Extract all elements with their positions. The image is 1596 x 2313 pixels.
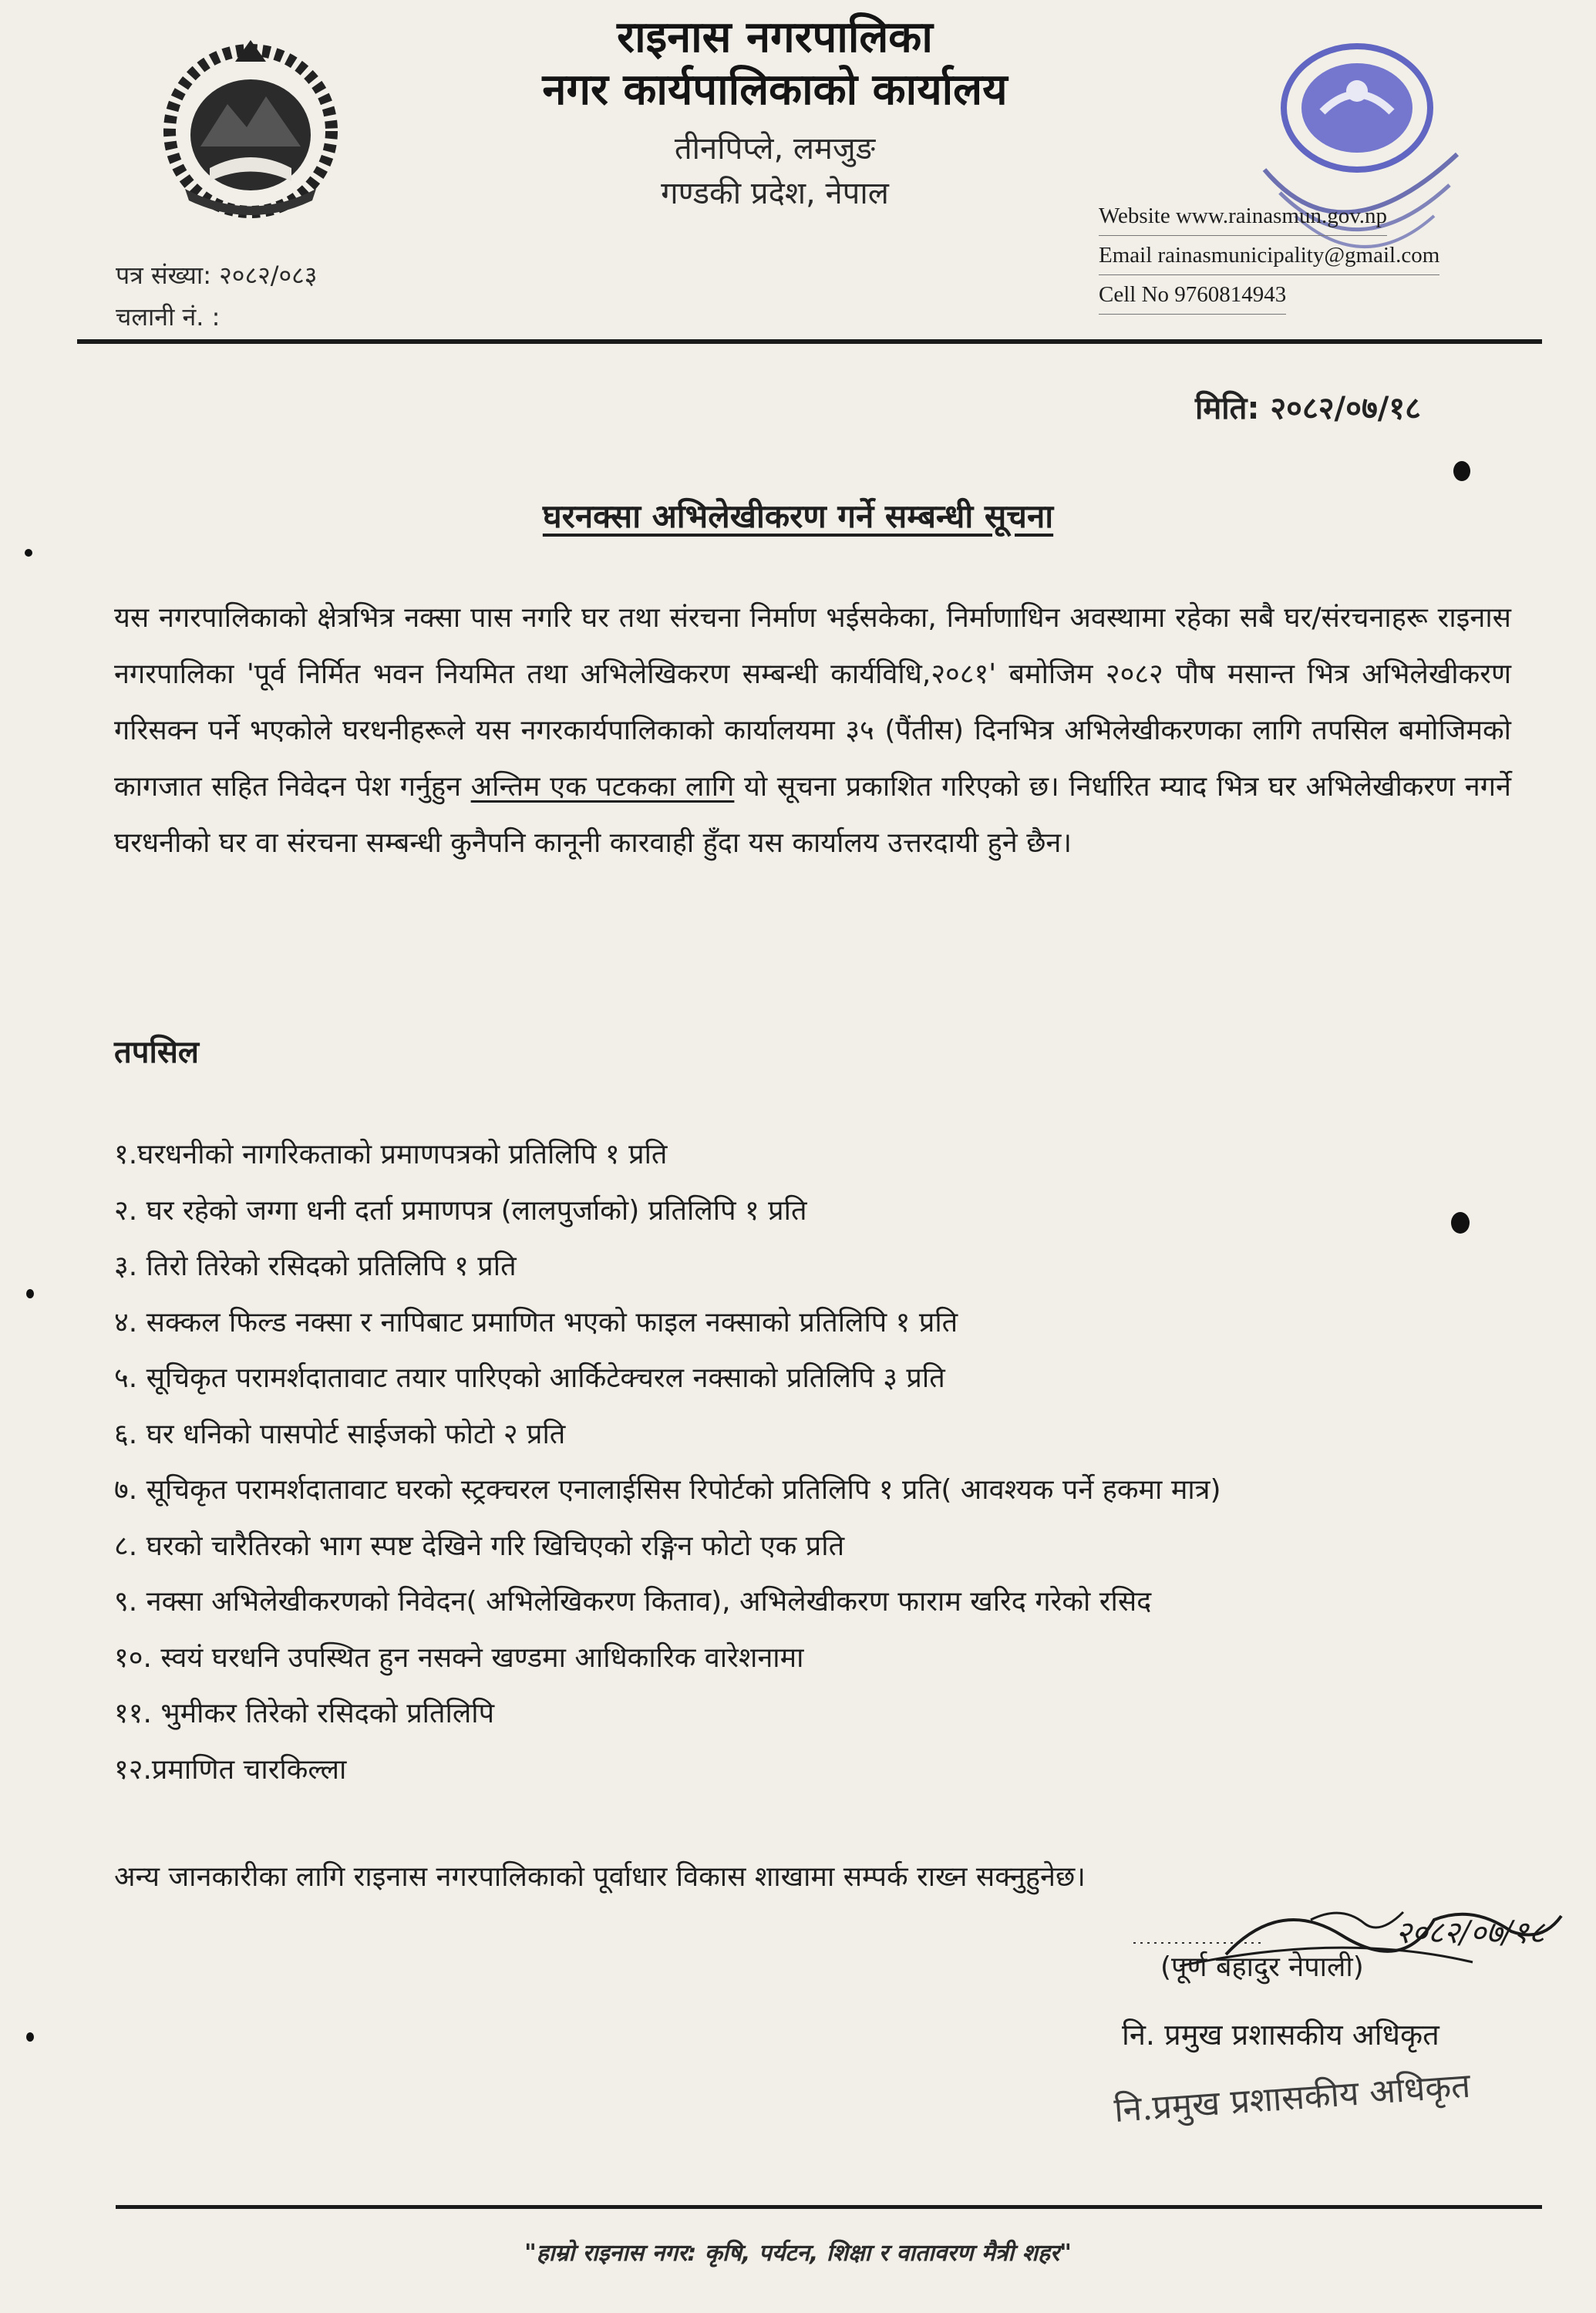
website-text: Website www.rainasmun.gov.np [1099,197,1387,236]
reference-block [116,254,317,338]
cell-number-text: Cell No 9760814943 [1099,275,1286,315]
notice-date: मिति: २०८२/०७/१८ [1195,391,1421,426]
contact-note: अन्य जानकारीका लागि राइनास नगरपालिकाको पूर्वाधार विकास शाखामा सम्पर्क राख्न सक्नुहुनेछ। [114,1861,1086,1893]
list-item: ११. भुमीकर तिरेको रसिदको प्रतिलिपि [114,1698,495,1729]
list-item: २. घर रहेको जग्गा धनी दर्ता प्रमाणपत्र (लालपुर्जाको) प्रतिलिपि १ प्रति [114,1194,807,1227]
signatory-designation: नि. प्रमुख प्रशासकीय अधिकृत [1122,2018,1439,2052]
contact-details [1099,197,1439,315]
scan-speck [1453,461,1470,481]
notice-title: घरनक्सा अभिलेखीकरण गर्ने सम्बन्धी सूचना [542,497,1054,535]
municipality-name: राइनास नगरपालिका [617,12,933,62]
scan-speck [26,1289,34,1298]
list-item: ५. सूचिकृत परामर्शदातावाट तयार पारिएको आर्किटेक्चरल नक्साको प्रतिलिपि ३ प्रति [114,1362,945,1394]
header-divider [77,339,1542,344]
office-name: नगर कार्यपालिकाको कार्यालय [542,64,1008,115]
email-text: Email rainasmunicipality@gmail.com [1099,236,1439,275]
list-item: ८. घरको चारैतिरको भाग स्पष्ट देखिने गरि खिचिएको रङ्गिन फोटो एक प्रति [114,1530,845,1562]
notice-body-text: यस नगरपालिकाको क्षेत्रभित्र नक्सा पास नगरि घर तथा संरचना निर्माण भईसकेका, निर्माणाधिन अवस्थामा रहेका सबै घर/संरचनाहरू राइनास नगरपालिका 'पूर्व निर्मित भवन नियमित तथा अभिलेखिकरण सम्बन्धी कार्यविधि,२०८१' बमोजिम २०८२ पौष मसान्त भित्र अभिलेखीकरण गरिसक्न पर्ने भएकोले घरधनीहरूले यस नगरकार्यपालिकाको कार्यालयमा ३५ (पैंतीस) दिनभित्र अभिलेखीकरणका लागि तपसिल बमोजिमको कागजात सहित निवेदन पेश गर्नुहुन [114,602,1511,803]
document-list [114,1127,1517,1798]
scan-speck [1451,1212,1470,1234]
nepal-emblem-logo [139,31,362,224]
letterhead-block [370,11,1180,216]
list-item: १०. स्वयं घरधनि उपस्थित हुन नसक्ने खण्डमा आधिकारिक वारेशनामा [114,1641,804,1674]
footer-motto: "हाम्रो राइनास नगर: कृषि, पर्यटन, शिक्षा र वातावरण मैत्री शहर" [524,2240,1072,2267]
notice-body-text-end: यो सूचना प्रकाशित गरिएको छ। निर्धारित म्याद भित्र घर अभिलेखीकरण नगर्ने घरधनीको घर वा संरचना सम्बन्धी कुनैपनि कानूनी कारवाही हुँदा यस कार्यालय उत्तरदायी हुने छैन। [114,771,1511,859]
office-province: गण्डकी प्रदेश, नेपाल [661,176,889,211]
footer-divider [116,2205,1542,2209]
signature-date: २०८२/०७/१८ [1396,1915,1545,1951]
signatory-name: (पूर्ण बहादुर नेपाली) [1160,1951,1364,1983]
list-item: १२.प्रमाणित चारकिल्ला [114,1753,347,1786]
list-item: ६. घर धनिको पासपोर्ट साईजको फोटो २ प्रति [114,1418,566,1450]
list-item: ९. नक्सा अभिलेखीकरणको निवेदन( अभिलेखिकरण किताव), अभिलेखीकरण फाराम खरिद गरेको रसिद [114,1586,1152,1618]
list-item: ७. सूचिकृत परामर्शदातावाट घरको स्ट्रक्चरल एनालाईसिस रिपोर्टको प्रतिलिपि १ प्रति( आवश्यक पर्ने हकमा मात्र) [114,1474,1221,1506]
notice-body [114,590,1511,871]
office-location: तीनपिप्ले, लमजुङ [674,131,876,167]
scan-speck [26,2032,34,2042]
list-item: ३. तिरो तिरेको रसिदको प्रतिलिपि १ प्रति [114,1251,517,1282]
list-item: १.घरधनीको नागरिकताको प्रमाणपत्रको प्रतिलिपि १ प्रति [114,1139,668,1170]
designation-stamp: नि.प्रमुख प्रशासकीय अधिकृत [1113,2066,1472,2130]
schedule-heading: तपसिल [114,1035,200,1070]
dispatch-number: चलानी नं. : [116,302,221,332]
list-item: ४. सक्कल फिल्ड नक्सा र नापिबाट प्रमाणित भएको फाइल नक्साको प्रतिलिपि १ प्रति [114,1306,958,1338]
scan-speck [25,549,32,557]
letter-number: पत्र संख्या: २०८२/०८३ [116,261,318,290]
notice-title-wrap [0,493,1596,537]
notice-body-emphasis: अन्तिम एक पटकका लागि [470,771,735,803]
